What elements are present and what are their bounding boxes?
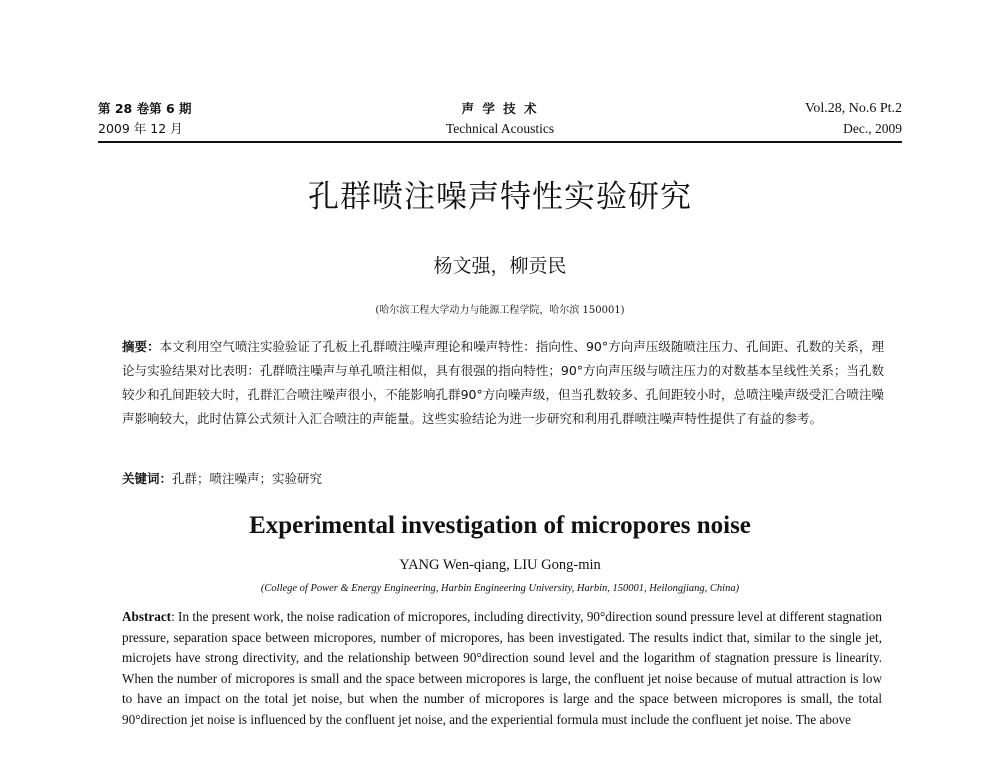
authors-cn: 杨文强，柳贡民 bbox=[433, 255, 567, 277]
issue-date: 2009 年 12 月 bbox=[98, 121, 183, 136]
header-rule bbox=[98, 141, 902, 143]
abstract-cn bbox=[122, 335, 884, 431]
abstract-en-label: Abstract bbox=[122, 609, 172, 624]
paper-title-en: Experimental investigation of micropores noise bbox=[249, 512, 751, 539]
journal-name-en: Technical Acoustics bbox=[445, 121, 555, 136]
volume-date: Dec., 2009 bbox=[843, 121, 902, 136]
paper-title-cn: 孔群喷注噪声特性实验研究 bbox=[308, 179, 692, 215]
issue-label: 第 28 卷第 6 期 bbox=[98, 101, 192, 116]
abstract-cn-text: 本文利用空气喷注实验验证了孔板上孔群喷注噪声理论和噪声特性：指向性、90°方向声压级随喷注压力、孔间距、孔数的关系，理论与实验结果对比表明：孔群喷注噪声与单孔喷注相似，具有很强的指向特性；90°方向声压级与喷注压力的对数基本呈线性关系；当孔数较少和孔间距较大时，孔群汇合喷注噪声很小，不能影响孔群90°方向噪声级，但当孔数较多、孔间距较小时，总喷注噪声级受汇合喷注噪声影响较大，此时估算公式须计入汇合喷注的声能量。这些实验结论为进一步研究和利用孔群喷注噪声特性提供了有益的参考。 bbox=[122, 339, 884, 426]
affiliation-en: (College of Power & Energy Engineering, Harbin Engineering University, Harbin, 150001, Heilongjiang, China) bbox=[260, 583, 740, 594]
abstract-en-text: : In the present work, the noise radication of micropores, including directivity, 90°direction sound pressure level at different stagnation pressure, separation space between micropores, number of micropores, has been investigated. The results indict that, similar to the single jet, microjets have strong directivity, and the relationship between 90°direction sound level and the logarithm of stagnation pressure is linearity. When the number of micropores is small and the space between micropores is large, the confluent jet noise because of mutual attraction is low to have an impact on the total jet noise, but when the number of micropores is large and the space between micropores is small, the total 90°direction jet noise is influenced by the confluent jet noise, and the experiential formula must include the confluent jet noise. The above bbox=[122, 609, 882, 727]
keywords-cn-label: 关键词： bbox=[122, 471, 173, 486]
abstract-en bbox=[122, 607, 882, 730]
keywords-cn bbox=[122, 469, 884, 489]
journal-name-cn: 声 学 技 术 bbox=[461, 101, 539, 116]
affiliation-cn: (哈尔滨工程大学动力与能源工程学院，哈尔滨 150001) bbox=[375, 305, 625, 316]
volume-label: Vol.28, No.6 Pt.2 bbox=[805, 101, 902, 116]
keywords-cn-text: 孔群；喷注噪声；实验研究 bbox=[172, 471, 323, 486]
authors-en: YANG Wen-qiang, LIU Gong-min bbox=[399, 557, 601, 573]
abstract-cn-label: 摘要： bbox=[122, 339, 160, 354]
